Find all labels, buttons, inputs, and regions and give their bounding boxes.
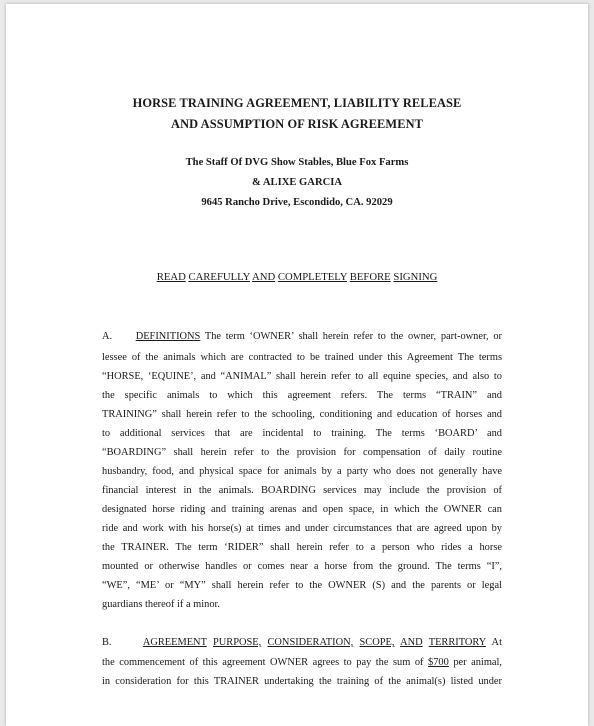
notice-word: COMPLETELY — [277, 271, 348, 283]
section-a-line: “WE”, “ME’ or “MY” shall herein refer to the OWNER (S) and the parents or legal — [102, 580, 502, 591]
section-b-heading-word: AGREEMENT — [142, 637, 207, 648]
section-b-heading-tail: At — [485, 637, 502, 648]
section-a-line: TRAINING” shall herein refer to the schooling, conditioning and education of horses and — [102, 409, 502, 420]
party-line-1: The Staff Of DVG Show Stables, Blue Fox Farms — [185, 157, 409, 168]
section-a-line: “BOARDING” shall herein refer to the provision for compensation of daily routine — [102, 447, 502, 458]
section-a-line: the TRAINER. The term ‘RIDER” shall herein refer to a person who rides a horse — [102, 542, 502, 553]
section-a-line: “HORSE, ‘EQUINE’, and “ANIMAL” shall herein refer to all equine species, and also to — [102, 371, 502, 382]
section-a-line: ride and work with his horse(s) at times and under circumstances that are agreed upon by — [102, 523, 502, 534]
section-b-letter: B. — [102, 637, 112, 648]
payment-amount: $700 — [428, 657, 449, 668]
section-b-heading-word: CONSIDERATION, — [267, 637, 354, 648]
section-a-line: guardians thereof if a minor. — [102, 599, 221, 610]
section-a-heading: DEFINITIONS — [135, 331, 201, 342]
read-carefully-notice — [6, 271, 588, 283]
section-a-line: designated horse riding and training arenas and open space, in which the OWNER can — [102, 504, 502, 515]
notice-word: BEFORE — [349, 271, 391, 283]
document-page — [6, 4, 588, 726]
section-a-line: husbandry, food, and physical space for animals by a party who does not generally have — [102, 466, 502, 477]
section-b-line: in consideration for this TRAINER undertaking the training of the animal(s) listed under — [102, 676, 502, 687]
party-line-2: & ALIXE GARCIA — [251, 177, 343, 188]
section-a-line: financial interest in the animals. BOARDING services may include the provision of — [102, 485, 502, 496]
section-b-text: the commencement of this agreement OWNER agrees to pay the sum of — [102, 657, 429, 668]
section-a-line: to additional services that are incidental to training. The terms ‘BOARD’ and — [102, 428, 502, 439]
section-b-heading-word: TERRITORY — [428, 637, 486, 648]
section-b-heading-word: AND — [400, 637, 423, 648]
section-a-line: mounted or otherwise handles or comes near a horse from the ground. The terms “I”, — [102, 561, 502, 572]
section-a-text: The term ‘OWNER’ shall herein refer to the owner, part-owner, or — [200, 331, 502, 342]
section-b-heading-word: SCOPE, — [359, 637, 395, 648]
section-b-line — [102, 656, 502, 669]
document-title-line-1: HORSE TRAINING AGREEMENT, LIABILITY RELEASE — [132, 96, 462, 110]
section-a-line: the specific animals to which this agreement refers. The terms “TRAIN” and — [102, 390, 502, 401]
section-a-letter: A. — [102, 331, 113, 342]
notice-word: CAREFULLY — [188, 271, 250, 283]
section-b-heading-word: PURPOSE, — [213, 637, 262, 648]
section-b-heading-line — [102, 636, 502, 649]
notice-word: SIGNING — [393, 271, 438, 283]
section-b-text: per animal, — [448, 657, 502, 668]
document-title-line-2: AND ASSUMPTION OF RISK AGREEMENT — [171, 117, 423, 131]
notice-word: READ — [156, 271, 186, 283]
notice-word: AND — [252, 271, 276, 283]
section-a-line: lessee of the animals which are contracted to be trained under this Agreement The terms — [102, 352, 502, 363]
party-address: 9645 Rancho Drive, Escondido, CA. 92029 — [201, 197, 393, 208]
section-a-line — [102, 330, 502, 343]
